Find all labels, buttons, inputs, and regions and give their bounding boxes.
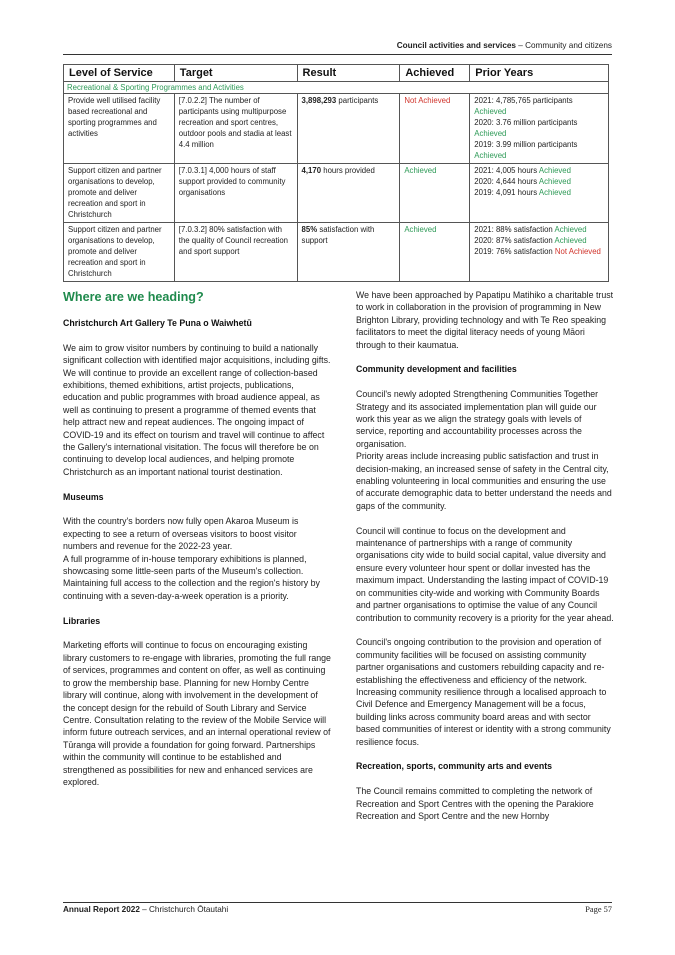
- gallery-heading: Christchurch Art Gallery Te Puna o Waiwhetū: [63, 318, 252, 328]
- cell-achieved: Achieved: [400, 164, 470, 223]
- prior-year-line: [474, 165, 604, 176]
- level-of-service-table: [63, 64, 609, 282]
- result-unit: satisfaction with support: [301, 225, 375, 245]
- right-column: [356, 289, 614, 822]
- result-unit: hours provided: [321, 166, 375, 175]
- running-header: [63, 41, 612, 50]
- museums-paragraph: With the country's borders now fully open Akaroa Museum is expecting to see a return of overseas visitors to boost visitor numbers and revenue for the 2022-23 year.: [63, 516, 299, 552]
- prior-year-status: Achieved: [538, 177, 571, 186]
- cell-level: Support citizen and partner organisations to develop, promote and deliver recreation and sport in Christchurch: [64, 164, 175, 223]
- prior-year-line: [474, 139, 604, 161]
- prior-year-status: Achieved: [538, 166, 571, 175]
- cell-result: [297, 164, 400, 223]
- prior-year-line: [474, 117, 604, 139]
- community-paragraph: Council's newly adopted Strengthening Communities Together Strategy and its associated implementation plan will guide our work this year as we align the strategy goals with levels of service, reporting and accountability processes across the organisation.: [356, 389, 599, 449]
- libraries-heading: Libraries: [63, 615, 101, 626]
- footer-report-name: Annual Report 2022: [63, 905, 140, 914]
- cell-prior-years: [470, 223, 609, 282]
- section-label: Recreational & Sporting Programmes and Activities: [64, 82, 609, 94]
- prior-year-text: 2020: 87% satisfaction: [474, 236, 555, 245]
- header-divider: [63, 54, 612, 55]
- cell-prior-years: [470, 164, 609, 223]
- header-section-title: Council activities and services: [396, 41, 516, 50]
- cell-target: [7.0.3.2] 80% satisfaction with the quality of Council recreation and sport support: [174, 223, 297, 282]
- community-paragraph: Priority areas include increasing public satisfaction and trust in decision-making, an increased sense of safety in the Central city, enabling volunteering in local communities and ensuring the use of accurate demographic data to better understand the needs and gaps of the community.: [356, 451, 612, 511]
- left-column: [63, 289, 331, 788]
- cell-level: Support citizen and partner organisations to develop, promote and deliver recreation and sport in Christchurch: [64, 223, 175, 282]
- library-programme-paragraph: We have been approached by Papatipu Matihiko a charitable trust to work in collaboration in the provision of programming in New Brighton Library, providing technology and with Te Reo speaking facilitators to meet the digital literacy needs of young Māori through to their kaumatua.: [356, 290, 614, 350]
- table-row: [64, 94, 609, 164]
- libraries-paragraph: Marketing efforts will continue to focus on encouraging existing library customers to re-engage with libraries, promoting the full range of services, programmes and content on offer, as well as continuing to grow the membership base. Planning for new Hornby Centre library will continue, along with involvement in the development of the concept design for the rebuild of South Library and Service Centre. Consultation relating to the review of the Mobile Service will inform future outreach services, and an internal operational review of Tūranga will provide a foundation for going forward. Partnerships within the community will continue to be established and strengthened as possibilities for new and enhanced services are explored.: [63, 640, 331, 787]
- cell-result: [297, 223, 400, 282]
- recreation-paragraph: The Council remains committed to completing the network of Recreation and Sport Centres with the opening the Parakiore Recreation and Sport Centre and the new Hornby: [356, 786, 594, 821]
- prior-year-text: 2020: 4,644 hours: [474, 177, 539, 186]
- recreation-heading: Recreation, sports, community arts and events: [356, 761, 553, 772]
- prior-year-line: [474, 187, 604, 198]
- table-section-row: [64, 82, 609, 94]
- prior-year-status: Achieved: [474, 129, 507, 138]
- cell-achieved: Not Achieved: [400, 94, 470, 164]
- cell-achieved: Achieved: [400, 223, 470, 282]
- column-header-achieved: Achieved: [400, 65, 470, 82]
- prior-year-text: 2019: 4,091 hours: [474, 188, 539, 197]
- community-paragraph: Council's ongoing contribution to the provision and operation of community facilities will be focused on assisting community partner organisations and customers rebuilding capacity and re-establishing the effectiveness and efficiency of the network.: [356, 637, 605, 685]
- prior-year-text: 2021: 88% satisfaction: [474, 225, 555, 234]
- gallery-paragraph: We aim to grow visitor numbers by continuing to build a nationally significant collection with identified major acquisitions, including gifts. We will continue to provide an excellent range of collection-based exhibitions, themed exhibitions, artist projects, publications, education and public programmes with broad audience appeal, as well as continuing to present a programme of themed events that help attract new and repeat audiences. The ongoing impact of COVID-19 and its effect on tourism and travel will continue to affect the Gallery's international visitation. The focus will therefore be on continuing to develop local audiences, and helping promote Christchurch as an important national tourist destination.: [63, 342, 331, 477]
- column-header-level: Level of Service: [64, 65, 175, 82]
- table-row: [64, 164, 609, 223]
- result-value: 4,170: [301, 166, 322, 175]
- column-header-target: Target: [174, 65, 297, 82]
- prior-year-line: [474, 235, 604, 246]
- prior-year-status: Achieved: [554, 225, 587, 234]
- page-number: Page 57: [585, 905, 612, 914]
- section-heading: Where are we heading?: [63, 290, 204, 304]
- result-value: 85%: [301, 225, 318, 234]
- community-paragraph: Council will continue to focus on the development and maintenance of partnerships with a range of community organisations city wide to build social capital, value diversity and ensure every volunteer hour spent or dollar invested has the maximum impact. Understanding the lasting impact of COVID-19 on communities city-wide and working with Community Boards and partner organisations to optimise the value of any Council contribution to community recovery is a priority for the year ahead.: [356, 525, 614, 623]
- prior-year-status: Achieved: [538, 188, 571, 197]
- prior-year-line: [474, 176, 604, 187]
- prior-year-text: 2021: 4,005 hours: [474, 166, 539, 175]
- cell-prior-years: [470, 94, 609, 164]
- column-header-prior-years: Prior Years: [470, 65, 609, 82]
- prior-year-line: [474, 224, 604, 235]
- prior-year-status: Achieved: [554, 236, 587, 245]
- header-section-subtitle: – Community and citizens: [515, 41, 612, 50]
- result-value: 3,898,293: [301, 96, 337, 105]
- museums-paragraph: A full programme of in-house temporary exhibitions is planned, showcasing some little-seen parts of the Museum's collection. Maintaining full access to the collection and the region's history by continuing with a seven-day-a-week operation is a priority.: [63, 553, 320, 601]
- prior-year-text: 2021: 4,785,765 participants: [474, 96, 573, 105]
- column-header-result: Result: [297, 65, 400, 82]
- footer-report-place: – Christchurch Ōtautahi: [139, 905, 229, 914]
- prior-year-text: 2019: 76% satisfaction: [474, 247, 555, 256]
- table-row: [64, 223, 609, 282]
- cell-target: [7.0.3.1] 4,000 hours of staff support provided to community organisations: [174, 164, 297, 223]
- community-heading: Community development and facilities: [356, 364, 517, 375]
- prior-year-status: Achieved: [474, 151, 507, 160]
- result-unit: participants: [336, 96, 379, 105]
- cell-result: [297, 94, 400, 164]
- museums-heading: Museums: [63, 491, 104, 502]
- prior-year-line: [474, 246, 604, 257]
- cell-target: [7.0.2.2] The number of participants using multipurpose recreation and sport centres, outdoor pools and stadia at least 4.4 million: [174, 94, 297, 164]
- prior-year-line: [474, 95, 604, 117]
- prior-year-status: Achieved: [474, 107, 507, 116]
- cell-level: Provide well utilised facility based recreational and sporting programmes and activities: [64, 94, 175, 164]
- footer-divider: [63, 902, 612, 903]
- prior-year-text: 2020: 3.76 million participants: [474, 118, 578, 127]
- prior-year-status: Not Achieved: [554, 247, 601, 256]
- footer-report-title: [63, 905, 228, 914]
- table-header-row: [64, 65, 609, 82]
- prior-year-text: 2019: 3.99 million participants: [474, 140, 578, 149]
- community-paragraph: Increasing community resilience through a localised approach to Civil Defence and Emergency Management will be a focus, building links across community board areas and with sector based communities of interest or identity with a strong community resilience focus.: [356, 686, 611, 747]
